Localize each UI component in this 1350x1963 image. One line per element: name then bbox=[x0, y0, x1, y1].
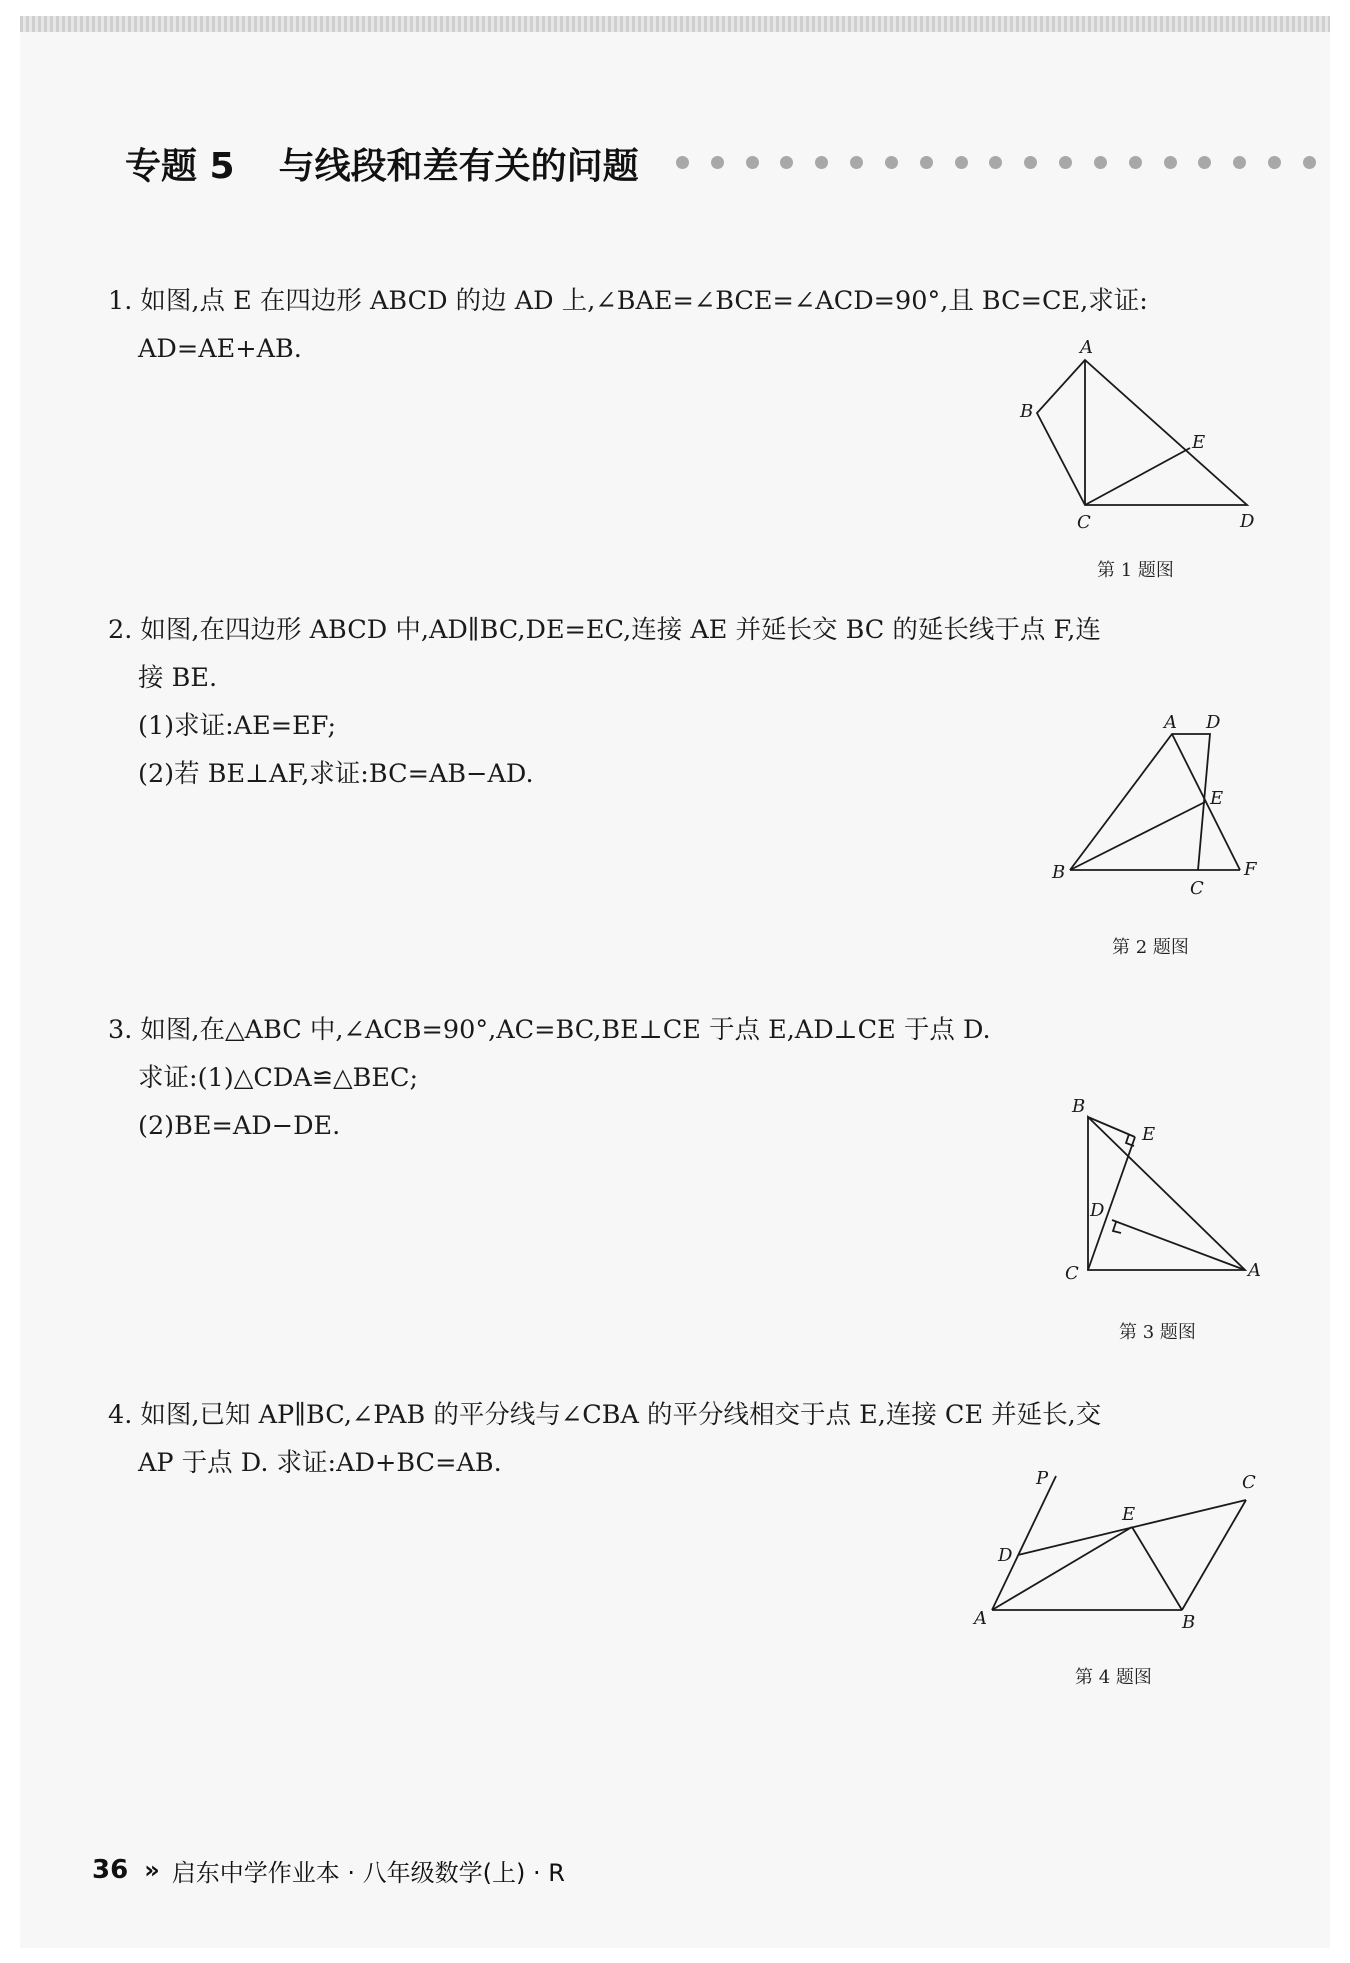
figure-2-caption: 第 2 题图 bbox=[1112, 937, 1189, 958]
label-e: E bbox=[1192, 432, 1206, 453]
label-b: B bbox=[1020, 401, 1034, 422]
label-c: C bbox=[1242, 1472, 1256, 1493]
header-dot-rule bbox=[676, 150, 1316, 174]
section-header bbox=[125, 138, 639, 188]
question-2-line-4: (2)若 BE⊥AF,求证:BC=AB−AD. bbox=[138, 759, 534, 789]
question-3-line-1: 3. 如图,在△ABC 中,∠ACB=90°,AC=BC,BE⊥CE 于点 E,AD⊥CE 于点 D. bbox=[108, 1015, 991, 1045]
label-f: F bbox=[1244, 859, 1257, 880]
path-b-a-d-c bbox=[1070, 734, 1210, 870]
triangle-abc bbox=[1088, 1117, 1245, 1270]
segment-ce bbox=[1085, 448, 1190, 505]
segment-be bbox=[1132, 1527, 1182, 1610]
question-3-line-3: (2)BE=AD−DE. bbox=[138, 1111, 341, 1141]
question-4-line-2: AP 于点 D. 求证:AD+BC=AB. bbox=[138, 1448, 502, 1478]
label-d: D bbox=[998, 1545, 1013, 1566]
label-c: C bbox=[1190, 878, 1204, 899]
question-1-line-1: 1. 如图,点 E 在四边形 ABCD 的边 AD 上,∠BAE=∠BCE=∠ACD=90°,且 BC=CE,求证: bbox=[108, 286, 1148, 316]
figure-3 bbox=[1050, 1095, 1270, 1295]
label-p: P bbox=[1036, 1468, 1049, 1489]
label-a: A bbox=[1248, 1260, 1261, 1281]
question-3-line-2: 求证:(1)△CDA≌△BEC; bbox=[138, 1063, 419, 1093]
page-number: 36 bbox=[92, 1855, 129, 1885]
topic-title: 与线段和差有关的问题 bbox=[278, 145, 639, 187]
segment-be bbox=[1070, 802, 1205, 870]
figure-4-caption: 第 4 题图 bbox=[1075, 1667, 1152, 1688]
label-b: B bbox=[1182, 1612, 1196, 1633]
label-a: A bbox=[1080, 337, 1093, 358]
segment-be bbox=[1088, 1117, 1135, 1137]
quad-abcd bbox=[1037, 360, 1247, 505]
segment-ae bbox=[992, 1527, 1132, 1610]
label-a: A bbox=[1164, 712, 1177, 733]
label-d: D bbox=[1090, 1200, 1105, 1221]
label-d: D bbox=[1206, 712, 1221, 733]
figure-2 bbox=[1040, 710, 1270, 910]
label-d: D bbox=[1240, 511, 1255, 532]
segment-bc bbox=[1182, 1500, 1246, 1610]
figure-4 bbox=[970, 1460, 1270, 1640]
figure-1 bbox=[1010, 335, 1280, 535]
label-b: B bbox=[1072, 1096, 1086, 1117]
label-c: C bbox=[1065, 1263, 1079, 1284]
label-e: E bbox=[1142, 1124, 1156, 1145]
question-4-line-1: 4. 如图,已知 AP∥BC,∠PAB 的平分线与∠CBA 的平分线相交于点 E,连接 CE 并延长,交 bbox=[108, 1400, 1102, 1430]
ray-ap bbox=[992, 1476, 1056, 1610]
segment-ad bbox=[1112, 1220, 1245, 1270]
question-2-line-1: 2. 如图,在四边形 ABCD 中,AD∥BC,DE=EC,连接 AE 并延长交 BC 的延长线于点 F,连 bbox=[108, 615, 1101, 645]
label-e: E bbox=[1122, 1504, 1136, 1525]
chevron-right-icon: » bbox=[144, 1856, 160, 1884]
book-title: 启东中学作业本 · 八年级数学(上) · R bbox=[171, 1858, 565, 1887]
segment-af bbox=[1172, 734, 1240, 870]
scan-edge-strip bbox=[20, 16, 1330, 32]
question-2-line-3: (1)求证:AE=EF; bbox=[138, 711, 337, 741]
question-2-line-2: 接 BE. bbox=[138, 663, 218, 693]
topic-number: 专题 5 bbox=[125, 145, 235, 187]
figure-1-caption: 第 1 题图 bbox=[1097, 560, 1174, 581]
label-e: E bbox=[1210, 788, 1224, 809]
page-footer bbox=[92, 1852, 565, 1888]
label-b: B bbox=[1052, 862, 1066, 883]
figure-3-caption: 第 3 题图 bbox=[1119, 1322, 1196, 1343]
label-c: C bbox=[1077, 512, 1091, 533]
question-1-line-2: AD=AE+AB. bbox=[138, 334, 302, 364]
label-a: A bbox=[974, 1608, 987, 1629]
